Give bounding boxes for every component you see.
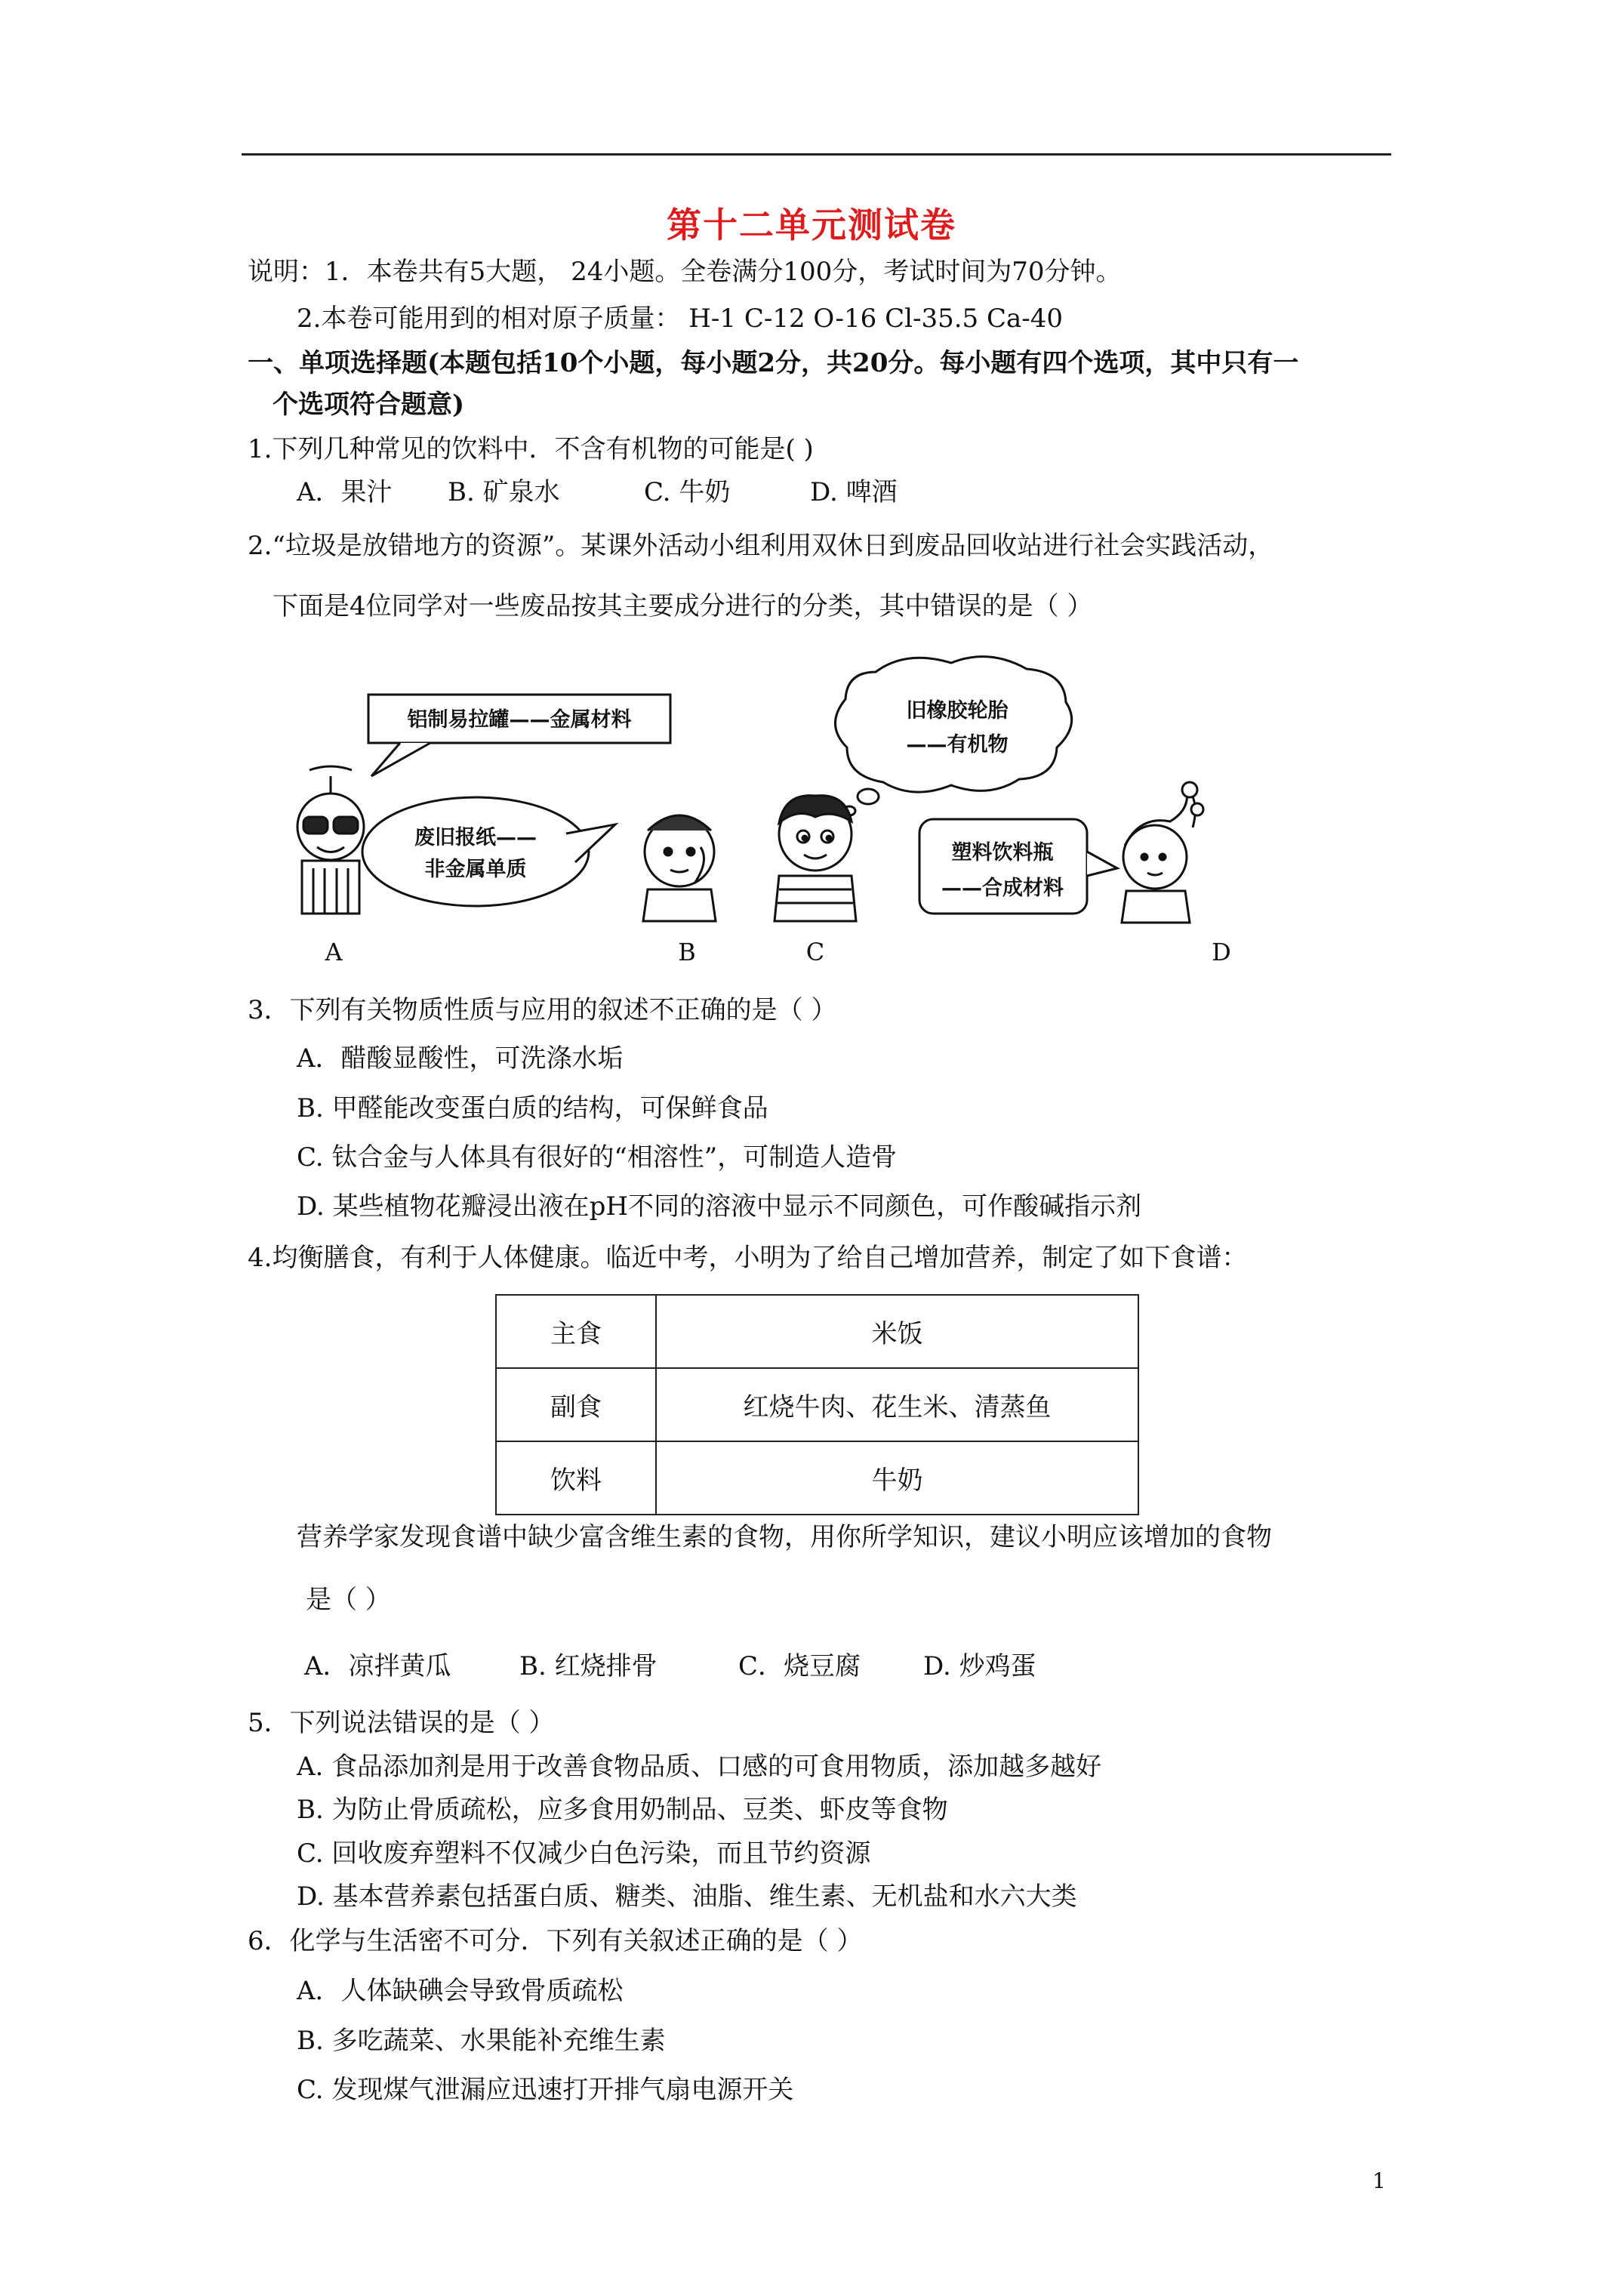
note-1: 说明：1．本卷共有5大题， 24小题。全卷满分100分，考试时间为70分钟。 [248, 257, 1122, 287]
question-4-stem: 4.均衡膳食，有利于人体健康。临近中考，小明为了给自己增加营养，制定了如下食谱： [248, 1243, 1248, 1273]
speech-bubble-b [362, 797, 615, 906]
q3-option-c: C. 钛合金与人体具有很好的“相溶性”，可制造人造骨 [297, 1142, 898, 1173]
section-heading-1: 一、单项选择题(本题包括10个小题，每小题2分，共20分。每小题有四个选项，其中只有一 [248, 348, 1299, 378]
question-4-text-1: 营养学家发现食谱中缺少富含维生素的食物，用你所学知识，建议小明应该增加的食物 [297, 1522, 1272, 1552]
q4-option-d: D. 炒鸡蛋 [923, 1651, 1036, 1681]
student-b-figure [643, 815, 716, 921]
q3-option-a: A．醋酸显酸性，可洗涤水垢 [297, 1043, 624, 1074]
bubble-a-text: 铝制易拉罐——金属材料 [407, 708, 632, 732]
q1-option-b: B. 矿泉水 [448, 477, 560, 507]
q1-option-a: A．果汁 [297, 477, 393, 507]
q6-option-c: C. 发现煤气泄漏应迅速打开排气扇电源开关 [297, 2075, 794, 2105]
label-b: B [678, 938, 696, 966]
menu-table [495, 1294, 1139, 1515]
q3-option-d: D. 某些植物花瓣浸出液在pH不同的溶液中显示不同颜色，可作酸碱指示剂 [297, 1191, 1142, 1222]
page-title: 第十二单元测试卷 [667, 205, 956, 245]
table-cell: 主食 [496, 1295, 656, 1368]
table-cell: 副食 [496, 1368, 656, 1441]
question-3-stem: 3．下列有关物质性质与应用的叙述不正确的是（ ） [248, 995, 837, 1025]
q5-option-c: C. 回收废弃塑料不仅减少白色污染，而且节约资源 [297, 1838, 871, 1869]
bubble-c-text-2: ——有机物 [906, 733, 1009, 757]
table-row [496, 1441, 1138, 1515]
table-row [496, 1368, 1138, 1441]
header-rule [242, 153, 1391, 156]
q5-option-d: D. 基本营养素包括蛋白质、糖类、油脂、维生素、无机盐和水六大类 [297, 1881, 1077, 1912]
question-1-stem: 1.下列几种常见的饮料中．不含有机物的可能是( ) [248, 434, 814, 464]
bubble-b-text-1: 废旧报纸—— [414, 826, 537, 849]
q6-option-b: B. 多吃蔬菜、水果能补充维生素 [297, 2026, 666, 2056]
q4-option-c: C．烧豆腐 [738, 1651, 861, 1681]
question-2-stem-2: 下面是4位同学对一些废品按其主要成分进行的分类，其中错误的是（ ） [273, 591, 1093, 621]
question-4-text-2: 是（ ） [306, 1585, 391, 1615]
note-2: 2.本卷可能用到的相对原子质量： H-1 C-12 O-16 Cl-35.5 Ca-40 [297, 304, 1064, 334]
bubble-b-text-2: 非金属单质 [424, 858, 527, 881]
question-2-stem-1: 2.“垃圾是放错地方的资源”。某课外活动小组利用双休日到废品回收站进行社会实践活动， [248, 531, 1274, 561]
bubble-d-text-1: 塑料饮料瓶 [951, 841, 1054, 864]
table-row [496, 1295, 1138, 1368]
table-cell: 米饭 [656, 1295, 1138, 1368]
q1-option-d: D. 啤酒 [810, 477, 898, 507]
q4-option-b: B. 红烧排骨 [519, 1651, 658, 1681]
q3-option-b: B. 甲醛能改变蛋白质的结构，可保鲜食品 [297, 1093, 768, 1123]
q1-option-c: C. 牛奶 [644, 477, 731, 507]
table-cell: 红烧牛肉、花生米、清蒸鱼 [656, 1368, 1138, 1441]
section-heading-2: 个选项符合题意) [273, 390, 465, 420]
bubble-c-text-1: 旧橡胶轮胎 [906, 699, 1009, 723]
thought-bubble-c [835, 657, 1071, 815]
q5-option-a: A. 食品添加剂是用于改善食物品质、口感的可食用物质，添加越多越好 [297, 1752, 1102, 1782]
waste-classification-cartoon [287, 649, 1268, 974]
question-5-stem: 5．下列说法错误的是（ ） [248, 1708, 555, 1738]
label-a: A [325, 938, 343, 966]
table-cell: 饮料 [496, 1441, 656, 1515]
student-d-figure [1122, 782, 1203, 923]
question-6-stem: 6．化学与生活密不可分．下列有关叙述正确的是（ ） [248, 1926, 863, 1956]
q4-option-a: A．凉拌黄瓜 [304, 1651, 451, 1681]
label-c: C [805, 938, 825, 966]
q5-option-b: B. 为防止骨质疏松，应多食用奶制品、豆类、虾皮等食物 [297, 1795, 948, 1825]
speech-bubble-a [368, 695, 670, 776]
student-c-figure [775, 796, 856, 921]
table-cell: 牛奶 [656, 1441, 1138, 1515]
page-number: 1 [1372, 2168, 1386, 2193]
label-d: D [1212, 938, 1231, 966]
bubble-d-text-2: ——合成材料 [941, 877, 1064, 900]
student-a-figure [297, 766, 364, 914]
q6-option-a: A．人体缺碘会导致骨质疏松 [297, 1976, 624, 2006]
speech-bubble-d [919, 819, 1117, 914]
